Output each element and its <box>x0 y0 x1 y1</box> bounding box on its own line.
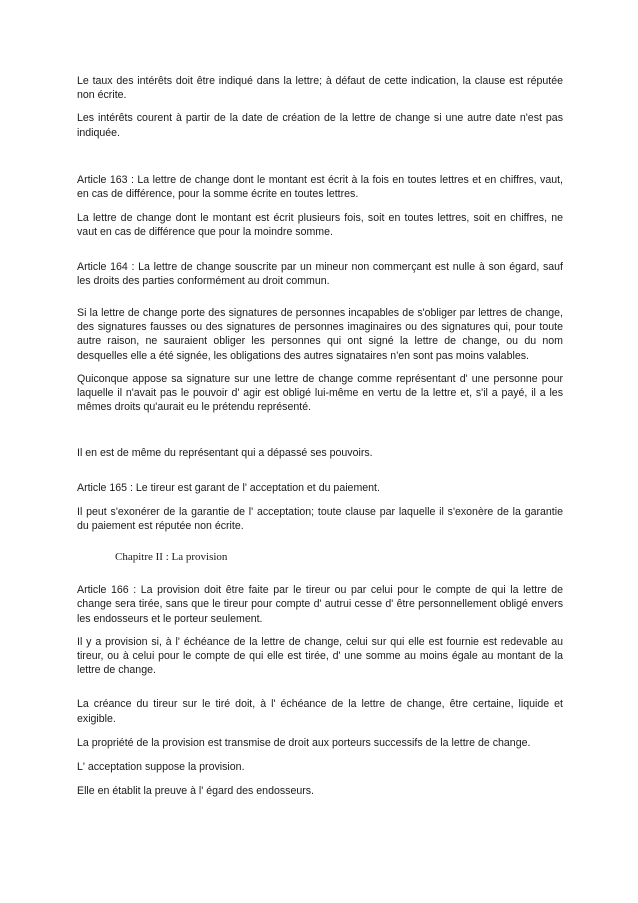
paragraph-article-165-b: Il peut s'exonérer de la garantie de l' acceptation; toute clause par laquelle il s'exonère de la garantie du paiement est réputée non écrite. <box>77 505 563 533</box>
paragraph-article-163: Article 163 : La lettre de change dont le montant est écrit à la fois en toutes lettres et en chiffres, vaut, en cas de différence, pour la somme écrite en toutes lettres. <box>77 173 563 201</box>
chapter-heading: Chapitre II : La provision <box>115 551 228 564</box>
paragraph-article-166-b: Il y a provision si, à l' échéance de la lettre de change, celui sur qui elle est fournie est redevable au tireur, ou à celui pour le compte de qui elle est tirée, d' une somme au moins égale au montant de la lettre de change. <box>77 635 563 677</box>
paragraph-article-163-b: La lettre de change dont le montant est écrit plusieurs fois, soit en toutes lettres, soit en chiffres, ne vaut en cas de différence que pour la moindre somme. <box>77 212 563 239</box>
paragraph-article-164-c: Quiconque appose sa signature sur une lettre de change comme représentant d' une personne pour laquelle il n'avait pas le pouvoir d' agir est obligé lui-même en vertu de la lettre et, s'il a payé, il a les mêmes droits qu'aurait eu le prétendu représenté. <box>77 372 563 414</box>
paragraph-article-165: Article 165 : Le tireur est garant de l' acceptation et du paiement. <box>77 481 380 494</box>
paragraph-article-166: Article 166 : La provision doit être faite par le tireur ou par celui pour le compte de qui la lettre de change sera tirée, sans que le tireur pour compte d' autrui cesse d' être personnellement obligé envers les endosseurs et le porteur seulement. <box>77 584 563 625</box>
paragraph-article-164-d: Il en est de même du représentant qui a dépassé ses pouvoirs. <box>77 447 373 460</box>
paragraph-interest-rate: Le taux des intérêts doit être indiqué dans la lettre; à défaut de cette indication, la clause est réputée non écrite. <box>77 75 563 102</box>
paragraph-article-166-e: L' acceptation suppose la provision. <box>77 761 245 774</box>
paragraph-article-166-c: La créance du tireur sur le tiré doit, à l' échéance de la lettre de change, être certaine, liquide et exigible. <box>77 698 563 725</box>
document-body <box>77 74 563 799</box>
paragraph-article-166-d: La propriété de la provision est transmise de droit aux porteurs successifs de la lettre de change. <box>77 736 531 749</box>
paragraph-article-164-b: Si la lettre de change porte des signatures de personnes incapables de s'obliger par lettres de change, des signatures fausses ou des signatures de personnes imaginaires ou des signatures qui, pour toute autre raison, ne sauraient obliger les personnes qui ont signé la lettre de change, ou du nom desquelles elle a été signée, les obligations des autres signataires n'en sont pas moins valables. <box>77 307 563 362</box>
paragraph-interest-start: Les intérêts courent à partir de la date de création de la lettre de change si une autre date n'est pas indiquée. <box>77 112 563 139</box>
paragraph-article-166-f: Elle en établit la preuve à l' égard des endosseurs. <box>77 785 314 798</box>
paragraph-article-164: Article 164 : La lettre de change souscrite par un mineur non commerçant est nulle à son égard, sauf les droits des parties conformément au droit commun. <box>77 260 563 287</box>
